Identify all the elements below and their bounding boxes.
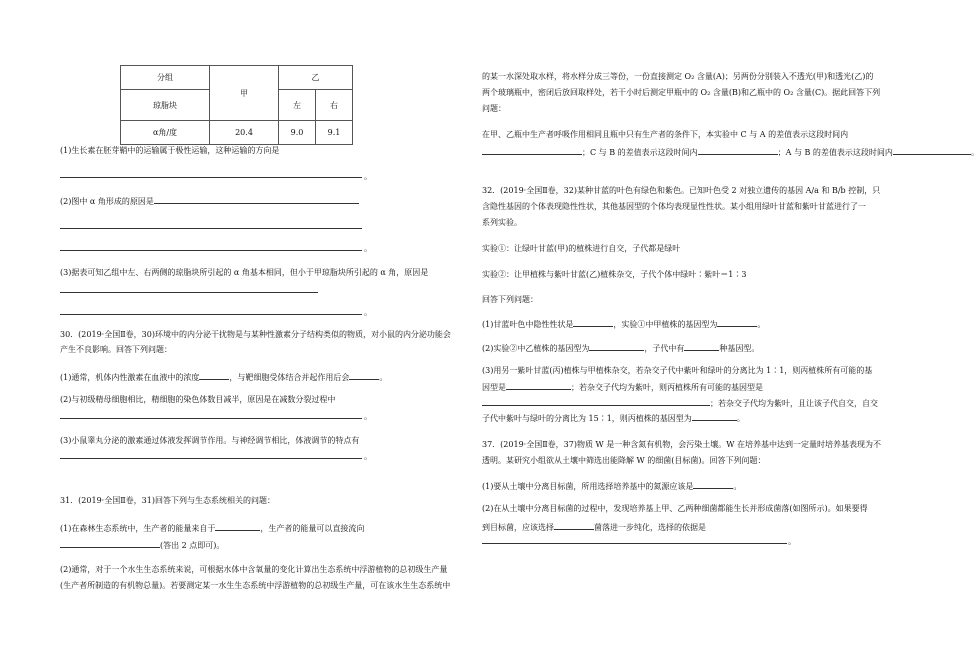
answer-blank[interactable] xyxy=(684,342,719,351)
table-cell: 左 xyxy=(279,90,316,121)
question-text: (2)通常，对于一个水生生态系统来说，可根据水体中含氧量的变化计算出生态系统中浮游植物的总初级生产量 xyxy=(60,565,448,574)
answer-line[interactable] xyxy=(60,458,362,459)
question-text: (3)小鼠睾丸分泌的激素通过体液发挥调节作用。与神经调节相比，体液调节的特点有 xyxy=(60,436,360,445)
answer-blank[interactable] xyxy=(199,371,229,380)
answer-blank[interactable] xyxy=(693,480,733,489)
table-cell: 乙 xyxy=(279,66,353,90)
question-text: (2)在从土壤中分离目标菌的过程中，发现培养基上甲、乙两种细菌都能生长并形成菌落(如图所示)。如果要得 xyxy=(482,504,868,513)
question-text: (2)图中 α 角形成的原因是 xyxy=(60,195,359,207)
answer-blank[interactable] xyxy=(482,397,710,406)
answer-blank[interactable] xyxy=(482,146,582,155)
question-text: (1)通常，机体内性激素在血液中的浓度 ，与靶细胞受体结合并起作用后会 。 xyxy=(60,373,388,382)
answer-line[interactable] xyxy=(60,418,362,419)
data-table xyxy=(120,65,353,145)
answer-blank[interactable] xyxy=(154,195,359,204)
answer-blank[interactable] xyxy=(349,371,379,380)
answer-line[interactable] xyxy=(60,314,362,315)
table-cell: 9.1 xyxy=(316,121,353,145)
table-cell: 20.4 xyxy=(210,121,279,145)
answer-blank[interactable] xyxy=(554,521,594,530)
question-text: 31．(2019·全国Ⅱ卷，31)回答下列与生态系统相关的问题： xyxy=(60,496,275,505)
table-cell: 右 xyxy=(316,90,353,121)
table-cell: 琼脂块 xyxy=(121,90,210,121)
table-cell: 9.0 xyxy=(279,121,316,145)
question-text: (2)与初级精母细胞相比，精细胞的染色体数目减半，原因是在减数分裂过程中 xyxy=(60,395,336,404)
question-text: 30．(2019·全国Ⅱ卷，30)环境中的内分泌干扰物是与某种性激素分子结构类似的物质，对小鼠的内分泌功能会 xyxy=(60,330,451,339)
answer-blank[interactable] xyxy=(698,146,778,155)
question-text: (1)甘蓝叶色中隐性性状是 ，实验①中甲植株的基因型为 。 xyxy=(482,320,766,329)
question-text: 的某一水深处取水样，将水样分成三等份，一份直接测定 O₂ 含量(A)；另两份分别装入不透光(甲)和透光(乙)的 xyxy=(482,72,874,81)
answer-blank[interactable] xyxy=(60,539,160,548)
question-text: (1)生长素在胚芽鞘中的运输属于极性运输，这种运输的方向是 xyxy=(60,146,280,155)
question-text: (1)在森林生态系统中，生产者的能量来自于 ，生产者的能量可以直接流向 xyxy=(60,524,365,533)
table-cell: α角/度 xyxy=(121,121,210,145)
question-text: (3)用另一紫叶甘蓝(丙)植株与甲植株杂交，若杂交子代中紫叶和绿叶的分离比为 1∶1，则丙植株所有可能的基 xyxy=(482,366,873,375)
answer-blank[interactable] xyxy=(692,412,737,421)
question-text: (1)要从土壤中分离目标菌，所用选择培养基中的氮源应该是 。 xyxy=(482,482,742,491)
answer-line[interactable] xyxy=(60,228,362,229)
answer-blank[interactable] xyxy=(573,318,613,327)
question-text: 32．(2019·全国Ⅱ卷，32)某种甘蓝的叶色有绿色和紫色。已知叶色受 2 对独立遗传的基因 A/a 和 B/b 控制，只 xyxy=(482,186,881,195)
answer-blank[interactable] xyxy=(717,318,757,327)
answer-line[interactable] xyxy=(60,177,362,178)
answer-blank[interactable] xyxy=(893,146,971,155)
answer-line[interactable] xyxy=(60,250,362,251)
answer-line[interactable] xyxy=(482,543,787,544)
answer-blank[interactable] xyxy=(215,522,260,531)
table-cell: 分组 xyxy=(121,66,210,90)
answer-blank[interactable] xyxy=(589,342,644,351)
question-text: 37．(2019·全国Ⅱ卷，37)物质 W 是一种含氮有机物，会污染土壤。W 在培养基中达到一定量时培养基表现为不 xyxy=(482,440,882,449)
answer-blank[interactable] xyxy=(506,381,571,390)
question-text: (2)实验②中乙植株的基因型为 ，子代中有 种基因型。 xyxy=(482,344,760,353)
table-cell: 甲 xyxy=(210,66,279,121)
answer-line[interactable] xyxy=(60,292,318,293)
question-text: (3)据表可知乙组中左、右两侧的琼脂块所引起的 α 角基本相同，但小于甲琼脂块所引起的 α 角，原因是 xyxy=(60,268,429,277)
